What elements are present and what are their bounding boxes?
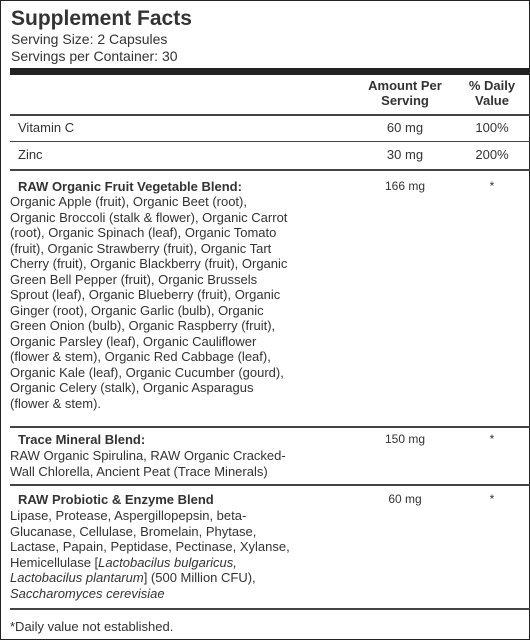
panel-title: Supplement Facts: [11, 7, 192, 30]
header-divider: [10, 114, 530, 116]
blend-daily-value: *: [489, 432, 495, 446]
amount-per-serving-header: Amount Per Serving: [368, 78, 442, 108]
blend-amount: 166 mg: [384, 179, 426, 193]
ingredient-line-saccharomyces: Saccharomyces cerevisiae: [10, 585, 165, 601]
nutrient-amount: 30 mg: [386, 147, 424, 162]
nutrient-daily-value: 100%: [475, 120, 509, 135]
section-divider: [10, 484, 530, 486]
blend-amount: 150 mg: [384, 432, 426, 446]
section-divider: [10, 169, 530, 171]
footnote: *Daily value not established.: [10, 619, 174, 634]
nutrient-amount: 60 mg: [386, 120, 424, 135]
servings-per-container: Servings per Container: 30: [11, 48, 178, 64]
blend-amount: 60 mg: [388, 492, 422, 506]
row-divider: [10, 141, 530, 142]
blend-daily-value: *: [489, 179, 495, 193]
blend-daily-value: *: [489, 492, 495, 506]
blend-name: RAW Organic Fruit Vegetable Blend:: [18, 179, 242, 194]
daily-value-header: % Daily Value: [468, 78, 516, 108]
column-headers: [10, 76, 530, 114]
blend-ingredients-trace-mineral: RAW Organic Spirulina, RAW Organic Cracked- Wall Chlorella, Ancient Peat (Trace Minerals): [10, 448, 286, 479]
ingredient-line-lactobacilus: Lactobacilus plantarum] (500 Million CFU),: [10, 570, 256, 585]
blend-ingredients-probiotic-enzyme: Lipase, Protease, Aspergillopepsin, beta- Glucanase, Cellulase, Bromelain, Phytase, Lactase, Papain, Peptidase, Pectinase, Xylanse, Hemicellulase [Lactobacilus bulgaricus, Lactobacilus plantarum] (500 Million CFU), Saccharomyces cerevisiae: [10, 508, 310, 601]
blend-name: RAW Probiotic & Enzyme Blend: [18, 492, 214, 507]
nutrient-name: Zinc: [18, 147, 43, 162]
section-divider: [10, 426, 530, 428]
blend-name: Trace Mineral Blend:: [18, 432, 146, 447]
serving-size: Serving Size: 2 Capsules: [11, 31, 168, 47]
nutrient-name: Vitamin C: [18, 120, 75, 135]
bottom-divider: [10, 608, 530, 610]
blend-ingredients-fruit-vegetable: Organic Apple (fruit), Organic Beet (root), Organic Broccoli (stalk & flower), Organic Carrot (root), Organic Spinach (leaf), Organic Tomato (fruit), Organic Strawberry (fruit), Organic Tart Cherry (fruit), Organic Blackberry (fruit), Organic Green Bell Pepper (fruit), Organic Brussels Sprout (leaf), Organic Blueberry (fruit), Organic Ginger (root), Organic Garlic (bulb), Organic Green Onion (bulb), Organic Raspberry (fruit), Organic Parsley (leaf), Organic Cauliflower (flower & stem), Organic Red Cabbage (leaf), Organic Kale (leaf), Organic Cucumber (gourd), Organic Celery (stalk), Organic Asparagus (flower & stem).: [10, 194, 288, 411]
thick-divider: [10, 68, 530, 75]
nutrient-daily-value: 200%: [475, 147, 509, 162]
ingredient-line-hemicellulase: Hemicellulase [Lactobacilus bulgaricus,: [10, 554, 237, 570]
